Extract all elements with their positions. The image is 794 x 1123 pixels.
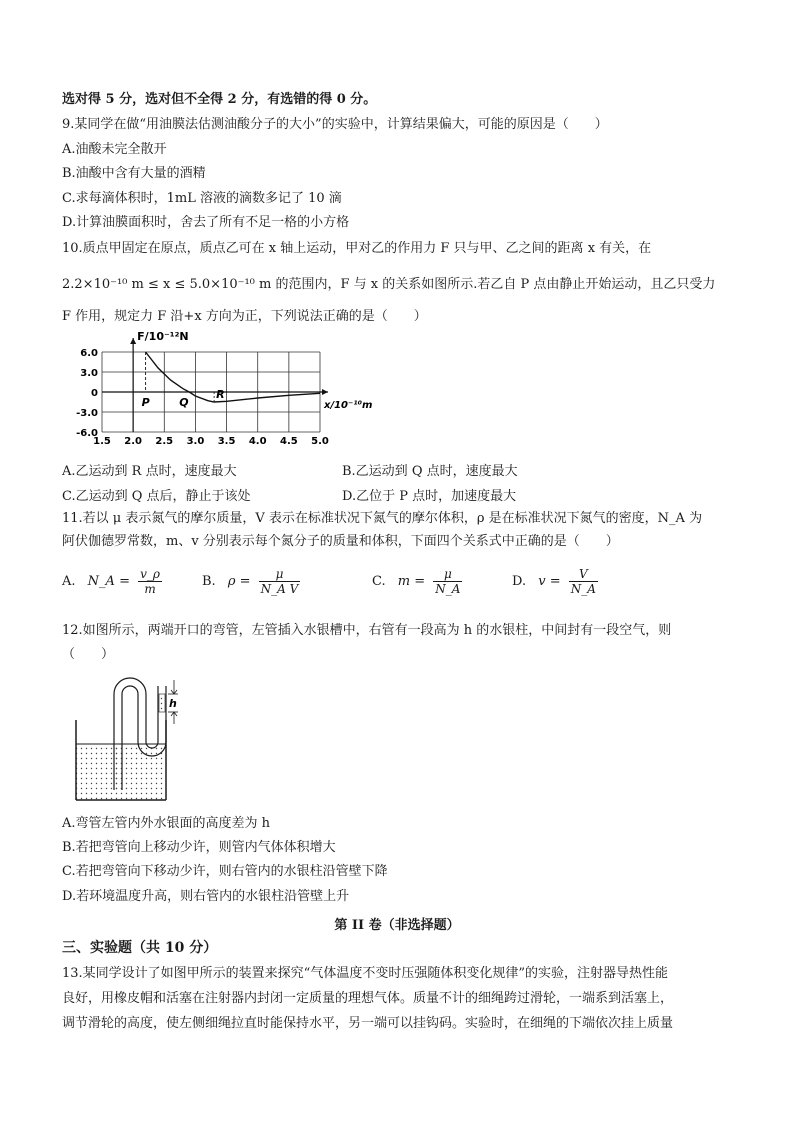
q11-d-denominator: N_A bbox=[570, 582, 596, 596]
q10-option-a: A.乙运动到 R 点时，速度最大 bbox=[62, 464, 237, 479]
x-tick-label: 2.0 bbox=[124, 436, 143, 447]
y-tick-label: 6.0 bbox=[80, 348, 98, 359]
point-label-r: R bbox=[216, 388, 225, 401]
q11-b-denominator: N_A V bbox=[260, 582, 299, 596]
q11-option-a bbox=[62, 567, 162, 596]
q9-option-c: C.求每滴体积时，1mL 溶液的滴数多记了 10 滴 bbox=[62, 191, 342, 206]
y-tick-label: -3.0 bbox=[76, 408, 98, 419]
q11-a-label: A. bbox=[62, 574, 76, 589]
y-tick-label: 0 bbox=[91, 388, 98, 399]
x-tick-label: 3.0 bbox=[186, 436, 205, 447]
chart-y-axis-label: F/10⁻¹²N bbox=[137, 330, 189, 343]
q10-stem-3: F 作用，规定力 F 沿+x 方向为正，下列说法正确的是（ ） bbox=[62, 309, 427, 324]
q10-option-d: D.乙位于 P 点时，加速度最大 bbox=[342, 489, 517, 504]
q11-a-lhs: N_A = bbox=[87, 574, 130, 589]
force-curve bbox=[146, 352, 320, 402]
mercury-column bbox=[159, 694, 165, 712]
x-tick-label: 4.0 bbox=[248, 436, 267, 447]
scoring-rule: 选对得 5 分，选对但不全得 2 分，有选错的得 0 分。 bbox=[62, 92, 377, 107]
q11-b-numerator: μ bbox=[259, 567, 301, 582]
q11-d-lhs: v = bbox=[538, 574, 561, 589]
chart-x-axis-label: x/10⁻¹⁰m bbox=[324, 400, 373, 411]
section-2-title: 第 II 卷（非选择题） bbox=[334, 918, 460, 933]
q11-option-b bbox=[202, 567, 300, 596]
q11-d-label: D. bbox=[512, 574, 527, 589]
q12-stem-2: （ ） bbox=[62, 647, 115, 662]
q9-option-a: A.油酸未完全散开 bbox=[62, 142, 167, 157]
q9-option-d: D.计算油膜面积时，舍去了所有不足一格的小方格 bbox=[62, 215, 350, 230]
point-label-p: P bbox=[141, 396, 150, 409]
q11-a-denominator: m bbox=[144, 582, 156, 596]
x-tick-label: 3.5 bbox=[217, 436, 236, 447]
y-tick-label: 3.0 bbox=[80, 368, 98, 379]
q13-line-2: 良好，用橡皮帽和活塞在注射器内封闭一定质量的理想气体。质量不计的细绳跨过滑轮，一端系到活塞上， bbox=[62, 991, 674, 1006]
q12-option-c: C.若把弯管向下移动少许，则右管内的水银柱沿管壁下降 bbox=[62, 864, 388, 879]
q12-stem-1: 12.如图所示，两端开口的弯管，左管插入水银槽中，右管有一段高为 h 的水银柱，中间封有一段空气，则 bbox=[62, 623, 672, 638]
q10-option-b: B.乙运动到 Q 点时，速度最大 bbox=[342, 464, 518, 479]
q11-stem-1: 11.若以 μ 表示氮气的摩尔质量，V 表示在标准状况下氮气的摩尔体积，ρ 是在标准状况下氮气的密度，N_A 为 bbox=[62, 511, 703, 526]
q12-option-d: D.若环境温度升高，则右管内的水银柱沿管壁上升 bbox=[62, 889, 350, 904]
q9-option-b: B.油酸中含有大量的酒精 bbox=[62, 166, 206, 181]
chart-points bbox=[142, 352, 225, 409]
force-distance-chart bbox=[62, 330, 382, 452]
q11-a-numerator: v_ρ bbox=[140, 567, 160, 581]
q11-c-numerator: μ bbox=[433, 567, 462, 582]
point-label-q: Q bbox=[179, 396, 189, 409]
q12-option-b: B.若把弯管向上移动少许，则管内气体体积增大 bbox=[62, 840, 336, 855]
y-tick-label: -6.0 bbox=[76, 428, 98, 439]
q9-stem: 9.某同学在做“用油膜法估测油酸分子的大小”的实验中，计算结果偏大，可能的原因是（ ） bbox=[62, 117, 608, 132]
q11-b-lhs: ρ = bbox=[227, 574, 251, 589]
chart-curve bbox=[146, 352, 320, 402]
x-tick-label: 5.0 bbox=[311, 436, 329, 447]
height-label: h bbox=[169, 697, 177, 710]
x-tick-label: 4.5 bbox=[279, 436, 298, 447]
q10-stem-1: 10.质点甲固定在原点，质点乙可在 x 轴上运动，甲对乙的作用力 F 只与甲、乙之间的距离 x 有关，在 bbox=[62, 241, 652, 256]
bent-tube-diagram bbox=[70, 672, 200, 804]
x-tick-label: 1.5 bbox=[93, 436, 111, 447]
q13-line-1: 13.某同学设计了如图甲所示的装置来探究“气体温度不变时压强随体积变化规律”的实验，注射器导热性能 bbox=[62, 966, 668, 981]
q13-line-3: 调节滑轮的高度，使左侧细绳拉直时能保持水平，另一端可以挂钩码。实验时，在细绳的下端依次挂上质量 bbox=[62, 1016, 674, 1031]
x-tick-label: 2.5 bbox=[155, 436, 174, 447]
q11-option-c bbox=[372, 567, 462, 596]
section-3-title: 三、实验题（共 10 分） bbox=[62, 940, 218, 956]
q10-stem-2: 2.2×10⁻¹⁰ m ≤ x ≤ 5.0×10⁻¹⁰ m 的范围内，F 与 x 的关系如图所示.若乙自 P 点由静止开始运动，且乙只受力 bbox=[62, 277, 716, 292]
x-axis-arrow bbox=[322, 389, 328, 395]
q11-c-label: C. bbox=[372, 574, 386, 589]
q11-option-d bbox=[512, 567, 598, 596]
q11-d-numerator: V bbox=[569, 567, 598, 582]
q11-b-label: B. bbox=[202, 574, 216, 589]
q10-option-c: C.乙运动到 Q 点后，静止于该处 bbox=[62, 489, 251, 504]
q11-stem-2: 阿伏伽德罗常数，m、v 分别表示每个氮分子的质量和体积，下面四个关系式中正确的是（ ） bbox=[62, 534, 619, 549]
q12-option-a: A.弯管左管内外水银面的高度差为 h bbox=[62, 816, 271, 831]
y-axis-arrow bbox=[130, 338, 136, 344]
q11-c-lhs: m = bbox=[397, 574, 426, 589]
q11-c-denominator: N_A bbox=[435, 582, 461, 596]
